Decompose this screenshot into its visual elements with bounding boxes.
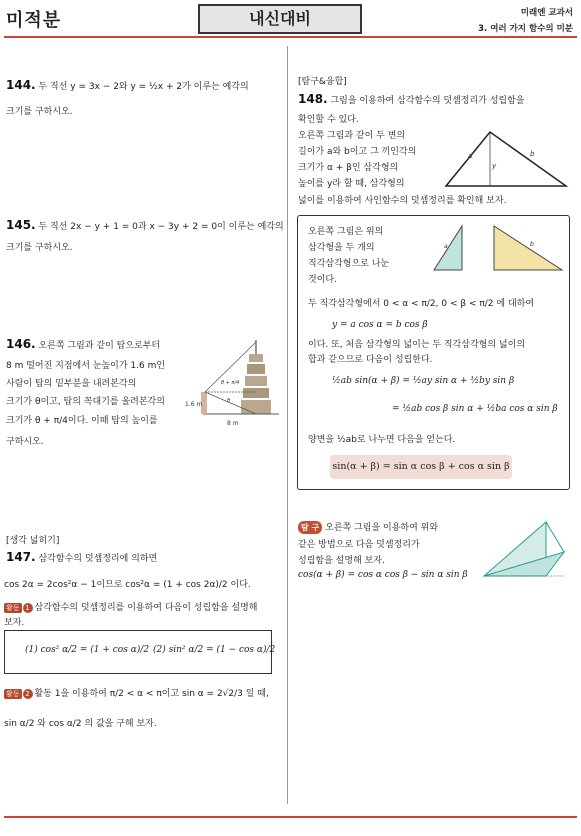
triangle-figure: [442, 128, 570, 190]
svg-text:b: b: [530, 241, 534, 248]
problem-number: 146.: [6, 337, 36, 351]
activity-badge: 활동: [6, 690, 20, 698]
box-text: 삼각형을 두 개의: [308, 243, 375, 253]
activity-number: 1: [23, 603, 33, 613]
problem-text: 구하시오.: [6, 437, 44, 447]
pagoda-icon: [241, 340, 271, 414]
distance-label: 8 m: [227, 420, 239, 427]
section-tag: [탐구&융합]: [298, 77, 347, 87]
problem-text: 크기가 θ + π/4이다. 이때 탑의 높이를: [6, 416, 158, 426]
identity-1: (1) cos² α/2 = (1 + cos α)/2: [25, 645, 150, 655]
height-label: 1.6 m: [185, 401, 203, 408]
page-title: 내신대비: [198, 4, 362, 34]
problem-number: 145.: [6, 218, 36, 232]
explore-text: 성립함을 설명해 보자.: [298, 556, 385, 566]
activity-number: 2: [23, 689, 33, 699]
problem-text: 크기를 구하시오.: [6, 107, 73, 117]
explore-section: [298, 520, 438, 534]
problem-text: 오른쪽 그림과 같이 두 변의: [298, 131, 406, 141]
activity-2: [4, 686, 269, 699]
explore-equation: cos(α + β) = cos α cos β − sin α sin β: [298, 570, 468, 580]
activity-text: 보자.: [4, 618, 25, 628]
activity-text: sin α/2 와 cos α/2 의 값을 구해 보자.: [4, 719, 157, 729]
problem-text: 크기가 α + β인 삼각형의: [298, 163, 399, 173]
problem-text: 높이를 y라 할 때, 삼각형의: [298, 179, 405, 189]
problem-text: 삼각함수의 덧셈정리에 의하면: [38, 554, 158, 564]
problem-number: 148.: [298, 92, 328, 106]
activity-badge: 활동: [6, 604, 20, 612]
box-text: 두 직각삼각형에서 0 < α < π/2, 0 < β < π/2 에 대하여: [308, 299, 535, 309]
activity-text: 삼각함수의 덧셈정리를 이용하여 다음이 성립함을 설명해: [34, 603, 258, 613]
activity-text: 활동 1을 이용하여 π/2 < α < π이고 sin α = 2√2/3 일 때,: [34, 689, 269, 699]
equation: y = a cos α = b cos β: [332, 320, 428, 330]
problem-text: 그림을 이용하여 삼각함수의 덧셈정리가 성립함을: [330, 96, 525, 106]
problem-number: 144.: [6, 78, 36, 92]
svg-text:y: y: [492, 162, 497, 170]
explore-badge: 탐 구: [298, 521, 322, 534]
problem-144: [6, 78, 249, 92]
tower-figure: [183, 334, 283, 428]
subject-label: 미적분: [6, 10, 62, 31]
cosine-figure: [472, 516, 572, 584]
problem-text: cos 2α = 2cos²α − 1이므로 cos²α = (1 + cos 2α)/2 이다.: [4, 580, 251, 590]
chapter-label: 3. 여러 가지 함수의 미분: [478, 24, 573, 34]
equation: = ½ab cos β sin α + ½ba cos α sin β: [392, 404, 558, 414]
box-text: 이다. 또, 처음 삼각형의 넓이는 두 직각삼각형의 넓이의: [308, 340, 526, 350]
problem-text: 8 m 떨어진 지점에서 눈높이가 1.6 m인: [6, 361, 166, 371]
box-text: 직각삼각형으로 나눈: [308, 259, 390, 269]
problem-146: [6, 337, 160, 351]
activity-1: [4, 600, 258, 613]
box-text: 합과 같으므로 다음이 성립한다.: [308, 355, 433, 365]
identity-box: [4, 630, 276, 674]
identity-2: (2) sin² α/2 = (1 − cos α)/2: [153, 645, 276, 655]
angle-label: θ + π/4: [221, 380, 240, 386]
svg-text:a: a: [444, 243, 448, 250]
problem-text: 사람이 탑의 밑부분을 내려본각의: [6, 379, 137, 389]
svg-text:b: b: [530, 150, 535, 158]
problem-text: 오른쪽 그림과 같이 탑으로부터: [38, 341, 161, 351]
footer-divider: [4, 816, 577, 818]
problem-number: 147.: [6, 550, 36, 564]
problem-text: 길이가 a와 b이고 그 끼인각의: [298, 147, 417, 157]
equation: ½ab sin(α + β) = ½ay sin α + ½by sin β: [332, 376, 515, 386]
svg-text:a: a: [468, 152, 473, 160]
problem-text: 넓이를 이용하여 사인함수의 덧셈정리를 확인해 보자.: [298, 196, 507, 206]
explore-text: 오른쪽 그림을 이용하여 위와: [325, 523, 439, 533]
section-tag: [생각 넓히기]: [6, 536, 60, 546]
right-triangles-figure: [432, 222, 564, 274]
box-text: 오른쪽 그림은 위의: [308, 227, 384, 237]
angle-label: θ: [227, 398, 231, 404]
problem-text: 확인할 수 있다.: [298, 115, 359, 125]
result-formula: sin(α + β) = sin α cos β + cos α sin β: [330, 455, 512, 479]
problem-text: 두 직선 y = 3x − 2와 y = ½x + 2가 이루는 예각의: [38, 82, 249, 92]
problem-text: 크기가 θ이고, 탑의 꼭대기를 올려본각의: [6, 397, 165, 407]
explore-text: 같은 방법으로 다음 덧셈정리가: [298, 540, 420, 550]
problem-text: 두 직선 2x − y + 1 = 0과 x − 3y + 2 = 0이 이루는 예각의: [38, 222, 284, 232]
problem-text: 크기를 구하시오.: [6, 243, 73, 253]
publisher-label: 미래엔 교과서: [520, 8, 573, 18]
header-divider: [4, 36, 577, 38]
column-divider: [287, 46, 288, 804]
problem-147: [6, 550, 157, 564]
problem-145: [6, 218, 284, 232]
box-text: 것이다.: [308, 275, 337, 285]
box-text: 양변을 ½ab로 나누면 다음을 얻는다.: [308, 435, 456, 445]
problem-148: [298, 92, 525, 106]
